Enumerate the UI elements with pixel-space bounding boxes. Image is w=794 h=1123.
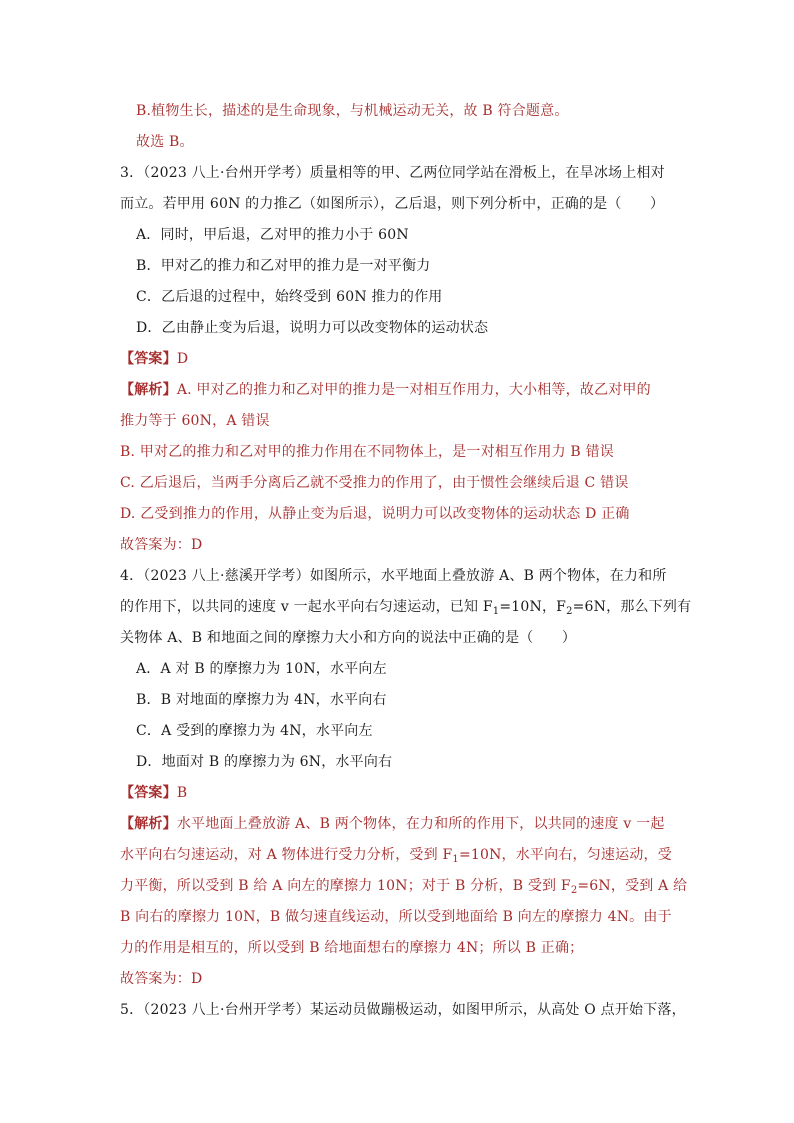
subscript: 2	[570, 885, 578, 896]
question-4-option-d: D．地面对 B 的摩擦力为 6N，水平向右	[136, 754, 393, 770]
question-4-option-b: B．B 对地面的摩擦力为 4N，水平向右	[136, 692, 387, 708]
question-4-stem-end: 关物体 A、B 和地面之间的摩擦力大小和方向的说法中正确的是（ ）	[120, 630, 577, 646]
question-3-option-c: C．乙后退的过程中，始终受到 60N 推力的作用	[136, 289, 443, 305]
stem-text: 的作用下，以共同的速度 v 一起水平向右匀速运动，已知 F	[120, 599, 493, 615]
question-4-analysis	[120, 814, 665, 834]
stem-text: =6N，那么下列有	[572, 599, 692, 615]
question-3-option-a: A．同时，甲后退，乙对甲的推力小于 60N	[136, 227, 409, 243]
analysis-label: 【解析】	[120, 816, 177, 832]
subscript: 1	[452, 854, 459, 865]
question-4-stem-cont	[120, 597, 691, 622]
answer-value: D	[176, 351, 189, 367]
question-3-answer	[120, 349, 188, 369]
analysis-text: 水平地面上叠放游 A、B 两个物体，在力和所的作用下，以共同的速度 v 一起	[176, 816, 665, 832]
subscript: 1	[492, 606, 500, 617]
question-5-stem: 5．（2023 八上·台州开学考）某运动员做蹦极运动，如图甲所示，从高处 O 点开始下落，	[120, 1002, 686, 1018]
question-3-stem: 3．（2023 八上·台州开学考）质量相等的甲、乙两位同学站在滑板上，在旱冰场上相对	[120, 165, 665, 181]
answer-label: 【答案】	[120, 351, 177, 367]
question-4-analysis-2	[120, 845, 672, 870]
answer-label: 【答案】	[120, 785, 177, 801]
explanation-line: B.植物生长，描述的是生命现象，与机械运动无关，故 B 符合题意。	[136, 103, 569, 119]
stem-text: =10N，F	[499, 599, 567, 615]
question-4-answer	[120, 783, 187, 803]
question-4-analysis-5: 力的作用是相互的，所以受到 B 给地面想右的摩擦力 4N；所以 B 正确；	[120, 940, 584, 956]
question-3-analysis-d: D. 乙受到推力的作用，从静止变为后退，说明力可以改变物体的运动状态 D 正确	[120, 506, 630, 522]
question-3-analysis-c: C. 乙后退后，当两手分离后乙就不受推力的作用了，由于惯性会继续后退 C 错误	[120, 475, 629, 491]
question-4-final-answer: 故答案为：D	[120, 971, 203, 987]
conclusion-line: 故选 B。	[136, 134, 194, 150]
subscript: 2	[566, 606, 573, 617]
analysis-text: =10N，水平向右，匀速运动，受	[458, 847, 672, 863]
analysis-text: =6N，受到 A 给	[577, 878, 688, 894]
question-3-final-answer: 故答案为：D	[120, 537, 203, 553]
question-3-analysis-cont: 推力等于 60N，A 错误	[120, 413, 270, 429]
question-4-analysis-3	[120, 876, 687, 901]
question-3-stem-cont: 而立。若甲用 60N 的力推乙（如图所示），乙后退，则下列分析中，正确的是（ ）	[120, 196, 665, 212]
analysis-text: 力平衡，所以受到 B 给 A 向左的摩擦力 10N；对于 B 分析，B 受到 F	[120, 878, 571, 894]
question-3-option-d: D．乙由静止变为后退，说明力可以改变物体的运动状态	[136, 320, 489, 336]
analysis-text: 水平向右匀速运动，对 A 物体进行受力分析，受到 F	[120, 847, 453, 863]
question-3-analysis-b: B. 甲对乙的推力和乙对甲的推力作用在不同物体上，是一对相互作用力 B 错误	[120, 444, 614, 460]
question-4-option-a: A．A 对 B 的摩擦力为 10N，水平向左	[136, 661, 387, 677]
analysis-text: A. 甲对乙的推力和乙对甲的推力是一对相互作用力，大小相等，故乙对甲的	[176, 382, 651, 398]
question-3-option-b: B．甲对乙的推力和乙对甲的推力是一对平衡力	[136, 258, 431, 274]
question-3-analysis	[120, 380, 651, 400]
question-4-stem: 4．（2023 八上·慈溪开学考）如图所示，水平地面上叠放游 A、B 两个物体，在力和所	[120, 568, 667, 584]
question-4-analysis-4: B 向右的摩擦力 10N，B 做匀速直线运动，所以受到地面给 B 向左的摩擦力 4N。由于	[120, 909, 672, 925]
analysis-label: 【解析】	[120, 382, 177, 398]
question-4-option-c: C．A 受到的摩擦力为 4N，水平向左	[136, 723, 373, 739]
answer-value: B	[176, 785, 188, 801]
